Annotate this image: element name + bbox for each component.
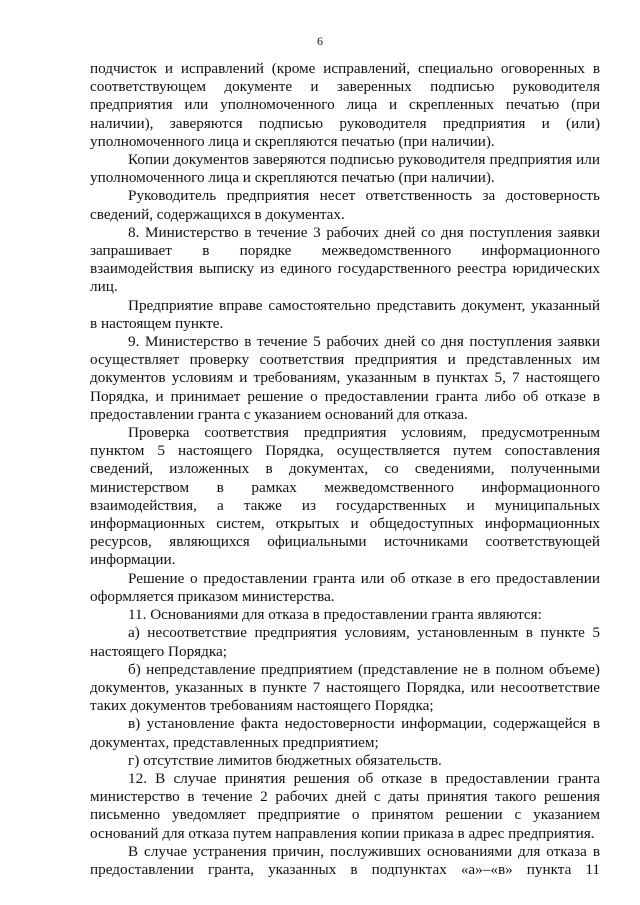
paragraph-item-9: 9. Министерство в течение 5 рабочих дней со дня поступления заявки осуществляет проверку соответствия предприятия и представленных им документов условиям и требованиям, указанным в пунктах 5, 7 настоящего Порядка, и принимает решение о предоставлении гранта либо об отказе в предоставлении гранта с указанием оснований для отказа. <box>90 333 600 423</box>
paragraph-continuation: подчисток и исправлений (кроме исправлений, специально оговоренных в соответствующем документе и заверенных подписью руководителя предприятия или уполномоченного лица и скрепленных печатью (при наличии), заверяются подписью руководителя предприятия и (или) уполномоченного лица и скрепляются печатью (при наличии). <box>90 60 600 150</box>
paragraph-subitem-g: г) отсутствие лимитов бюджетных обязательств. <box>128 751 442 769</box>
paragraph-subitem-v: в) установление факта недостоверности информации, содержащейся в документах, представленных предприятием; <box>90 715 600 751</box>
paragraph-copies-certification: Копии документов заверяются подписью руководителя предприятия или уполномоченного лица и скрепляются печатью (при наличии). <box>90 151 600 187</box>
paragraph-item-8: 8. Министерство в течение 3 рабочих дней со дня поступления заявки запрашивает в порядке межведомственного информационного взаимодействия выписку из единого государственного реестра юридических лиц. <box>90 223 600 296</box>
paragraph-conformity-check: Проверка соответствия предприятия условиям, предусмотренным пунктом 5 настоящего Порядка, осуществляется путем сопоставления сведений, изложенных в документах, со сведениями, полученными министерством в рамках межведомственного информационного взаимодействия, а также из государственных и муниципальных информационных систем, открытых и общедоступных информационных ресурсов, являющихся официальными источниками соответствующей информации. <box>90 424 600 569</box>
paragraph-decision-order: Решение о предоставлении гранта или об отказе в его предоставлении оформляется приказом министерства. <box>90 569 600 605</box>
paragraph-item-11: 11. Основаниями для отказа в предоставлении гранта являются: <box>128 606 542 624</box>
paragraph-subitem-b: б) непредставление предприятием (представление не в полном объеме) документов, указанных в пункте 7 настоящего Порядка, или несоответствие таких документов требованиям настоящего Порядка; <box>90 660 600 715</box>
page-number: 6 <box>317 34 323 48</box>
paragraph-elimination-of-reasons: В случае устранения причин, послуживших основаниями для отказа в предоставлении гранта, указанных в подпунктах «а»–«в» пункта 11 <box>90 842 600 878</box>
document-body <box>90 60 600 879</box>
paragraph-item-12: 12. В случае принятия решения об отказе в предоставлении гранта министерство в течение 2 рабочих дней с даты принятия такого решения письменно уведомляет предприятие о принятом решении с указанием оснований для отказа путем направления копии приказа в адрес предприятия. <box>90 769 600 842</box>
paragraph-head-responsibility: Руководитель предприятия несет ответственность за достоверность сведений, содержащихся в документах. <box>90 187 600 223</box>
paragraph-subitem-a: а) несоответствие предприятия условиям, установленным в пункте 5 настоящего Порядка; <box>90 624 600 660</box>
paragraph-own-submission: Предприятие вправе самостоятельно представить документ, указанный в настоящем пункте. <box>90 296 600 332</box>
